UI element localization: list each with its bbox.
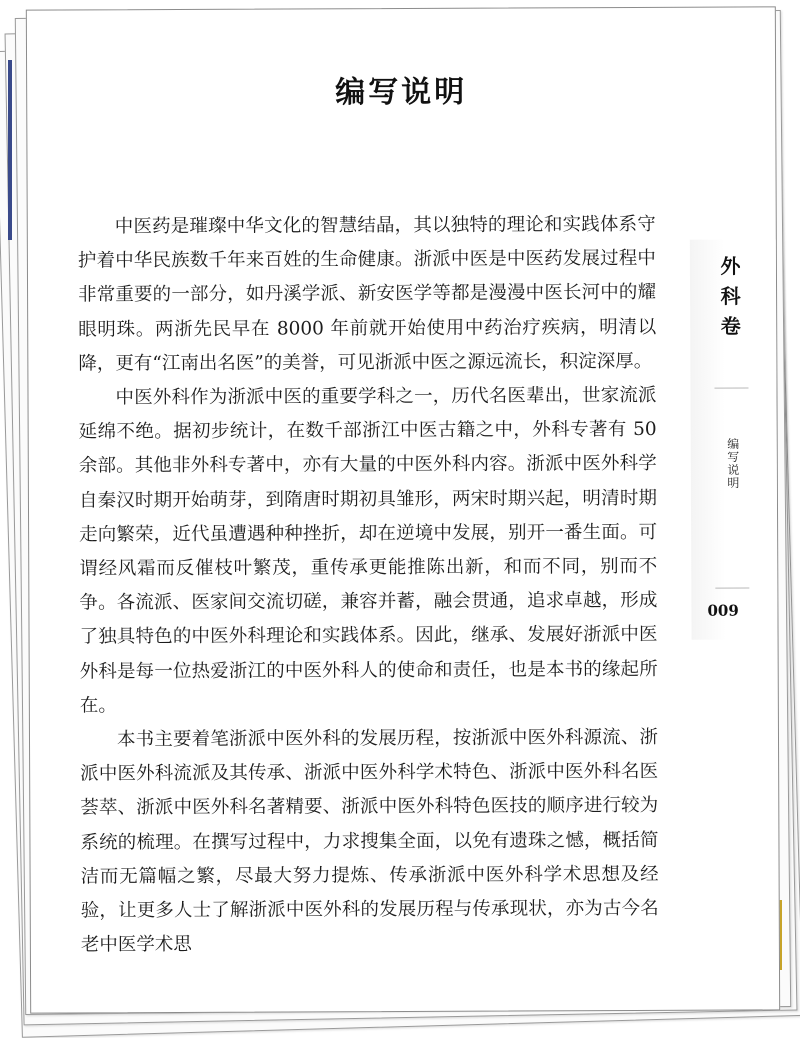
body-text — [78, 208, 659, 963]
book-cover-edge — [8, 60, 12, 240]
paragraph: 中医药是璀璨中华文化的智慧结晶，其以独特的理论和实践体系守护着中华民族数千年来百姓的生命健康。浙派中医是中医药发展过程中非常重要的一部分，如丹溪学派、新安医学等都是漫漫中医长河中的耀眼明珠。两浙先民早在 8000 年前就开始使用中药治疗疾病，明清以降，更有“江南出名医”的美誉，可见浙派中医之源远流长，积淀深厚。 — [77, 213, 657, 375]
page-title: 编写说明 — [335, 74, 468, 111]
margin-divider — [714, 387, 748, 388]
margin-divider — [715, 587, 749, 588]
paragraph: 本书主要着笔浙派中医外科的发展历程，按浙派中医外科源流、浙派中医外科流派及其传承、浙派中医外科学术特色、浙派中医外科名医荟萃、浙派中医外科名著精要、浙派中医外科特色医技的顺序进行较为系统的梳理。在撰写过程中，力求搜集全面，以免有遗珠之憾，概括简洁而无篇幅之繁，尽最大努力提炼、传承浙派中医外科学术思想及经验，让更多人士了解浙派中医外科的发展历程与传承现状，亦为古今名老中医学术思 — [80, 726, 659, 956]
section-label: 编写说明 — [725, 437, 740, 490]
page-number: 009 — [707, 601, 739, 620]
paragraph: 中医外科作为浙派中医的重要学科之一，历代名医辈出，世家流派延绵不绝。据初步统计，在数千部浙江中医古籍之中，外科专著有 50 余部。其他非外科专著中，亦有大量的中医外科内容。浙派中医外科学自秦汉时期开始萌芽，到隋唐时期初具雏形，两宋时期兴起，明清时期走向繁荣，近代虽遭遇种种挫折，却在逆境中发展，别开一番生面。可谓经风霜而反催枝叶繁茂，重传承更能推陈出新，和而不同，别而不争。各流派、医家间交流切磋，兼容并蓄，融会贯通，追求卓越，形成了独具特色的中医外科理论和实践体系。因此，继承、发展好浙派中医外科是每一位热爱浙江的中医外科人的使命和责任，也是本书的缘起所在。 — [78, 384, 658, 717]
document-page — [26, 6, 780, 1013]
volume-label: 外科卷 — [716, 255, 742, 346]
